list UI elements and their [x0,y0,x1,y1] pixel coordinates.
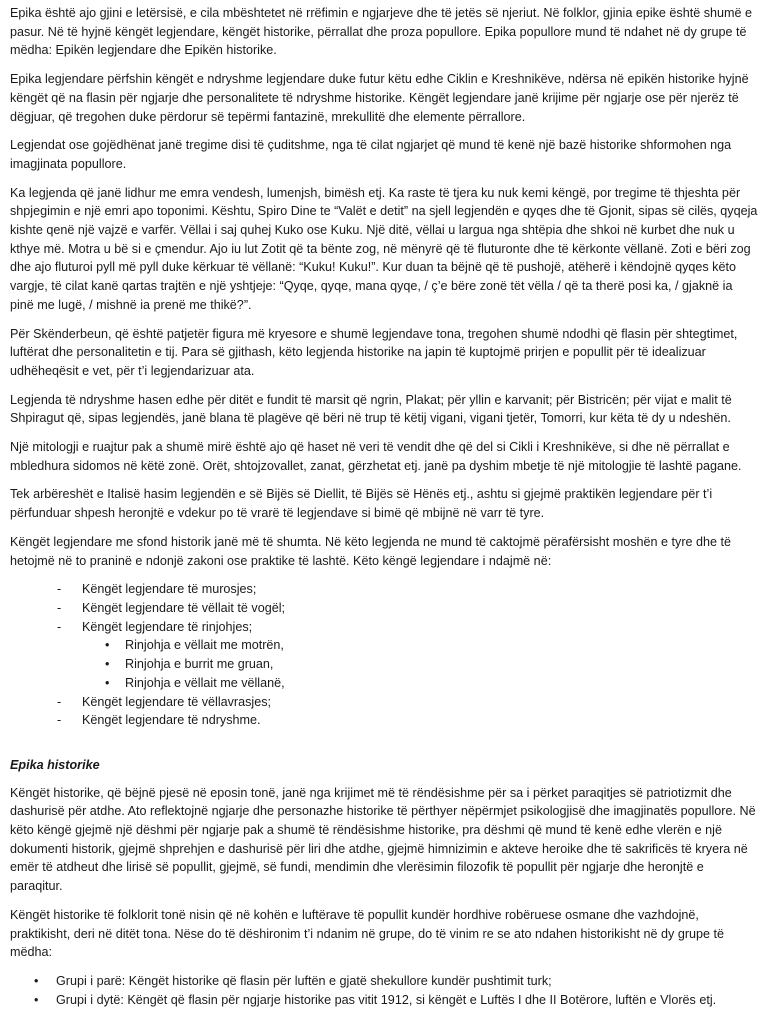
paragraph-legjendat: Legjendat ose gojëdhënat janë tregime disi të çuditshme, nga të cilat ngjarjet që mund të kenë një bazë historike shformohen nga imagjinata popullore. [10,138,732,171]
recognition-sublist [10,636,758,692]
paragraph-qyqja: Ka legjenda që janë lidhur me emra vendesh, lumenjsh, bimësh etj. Ka raste të tjera ku nuk kemi këngë, por tregime të thjeshta për shpjegimin e një emri apo toponimi. Kështu, Spiro Dine te “Valët e detit” na sjell legjendën e qyqes dhe të Gjonit, sipas së cilës, qyqeja kishte qenë një vajzë e varfër. Vëllai i saj quhej Kuko ose Kuku. Një ditë, vëllai u largua nga shtëpia dhe shkoi në kurbet dhe nuk u kthye më. Motra u bë si e çmendur. Ajo iu lut Zotit që ta bënte zog, në mënyrë që të fluturonte dhe të kërkonte vëllanë. Zoti e bëri zog dhe ajo fluturoi pyll më pyll duke kërkuar të vëllanë: “Kuku! Kuku!”. Kur duan ta bëjnë që të pushojë, atëherë i këndojnë qyqes këto vargje, të cilat kanë qartas trajtën e një yshtjeje: “Qyqe, qyqe, mana qyqe, / ç’e bëre zonë tët vëlla / që ta therë posi ka, / gjaknë ia pinë me lugë, / mishnë ia prenë me thikë?”. [10,185,758,312]
paragraph-skenderbeu: Për Skënderbeun, që është patjetër figura më kryesore e shumë legjendave tona, tregohen shumë ndodhi që flasin për shtegtimet, luftërat dhe personalitetin e tij. Para së gjithash, këto legjenda historike na japin të kuptojmë prirjen e popullit për të idealizuar udhëheqësit e vet, për t’i legjendarizuar ata. [10,326,738,378]
groups-list [10,972,758,1009]
list-item: - Këngët legjendare të vëllait të vogël; [10,599,758,618]
paragraph-epika-legjendare: Epika legjendare përfshin këngët e ndryshme legjendare duke futur këtu edhe Ciklin e Kreshnikëve, ndërsa në epikën historike hyjnë këngët që na flasin për ngjarje dhe personalitete të ndryshme historike. Këngët legjendare janë krijime për ngjarje ose për njerëz të dëgjuar, që tregohen duke përdorur së tepërmi fantazinë, mrekullitë dhe elemente përrallore. [10,72,749,124]
paragraph-kenget-legjendare: Këngët legjendare me sfond historik janë më të shumta. Në këto legjenda ne mund të caktojmë përafërsisht moshën e tyre dhe të hetojmë në to praninë e ndonjë zakoni ose praktike të lashtë. Këto këngë legjendare i ndajmë në: [10,534,732,568]
list-item: - Këngët legjendare të vëllavrasjes; [10,693,758,712]
paragraph-arbereshet: Tek arbëreshët e Italisë hasim legjendën e së Bijës së Diellit, të Bijës së Hënës etj., ashtu si gjejmë praktikën legjendare për t’i përfunduar shpesh heronjtë e vdekur po të vrarë të legjendave si bimë që mbijnë në varr të tyre. [10,487,713,521]
legend-songs-list [10,580,758,636]
paragraph-legjenda-ndryshme: Legjenda të ndryshme hasen edhe për ditët e fundit të marsit që ngrin, Plakat; për yllin e karvanit; për Bistricën; për vijat e malit të Shpiragut që, sipas legjendës, janë blana të plagëve që bëri në trup të këtij vigani, vigani tjetër, Tomorri, kur këta të dy u ndeshën. [10,392,732,426]
legend-songs-list-continued [10,693,758,730]
list-item: • Rinjohja e vëllait me motrën, [10,636,758,655]
paragraph-mitologjia: Një mitologji e ruajtur pak a shumë mirë është ajo që haset në veri të vendit dhe që del si Cikli i Kreshnikëve, si dhe në përrallat e mbledhura sidomos në këtë zonë. Orët, shtojzovallet, zanat, gërzhetat etj. janë pa dyshim mbetje të një mitologjie të lashtë pagane. [10,440,742,473]
list-item: • Grupi i dytë: Këngët që flasin për ngjarje historike pas vitit 1912, si këngët e Luftës I dhe II Botërore, luftën e Vlorës etj. [10,991,758,1010]
list-item: - Këngët legjendare të rinjohjes; [10,618,758,637]
list-item: - Këngët legjendare të murosjes; [10,580,758,599]
paragraph-grupet: Këngët historike të folklorit tonë nisin që në kohën e luftërave të popullit kundër hordhive robëruese osmane dhe vazhdojnë, praktikisht, deri në ditët tona. Nëse do të dëshironim t’i ndanim në grupe, do të vinim re se ato ndahen historikisht në dy grupe të mëdha: [10,907,725,960]
list-item: • Grupi i parë: Këngët historike që flasin për luftën e gjatë shekullore kundër pushtimit turk; [10,972,758,991]
list-item: - Këngët legjendare të ndryshme. [10,711,758,730]
list-item: • Rinjohja e vëllait me vëllanë, [10,674,758,693]
list-item: • Rinjohja e burrit me gruan, [10,655,758,674]
paragraph-intro: Epika është ajo gjini e letërsisë, e cila mbështetet në rrëfimin e ngjarjeve dhe të jetës së njeriut. Në folklor, gjinia epike është shumë e pasur. Në të hyjnë këngët legjendare, këngët historike, përrallat dhe proza popullore. Epika popullore mund të ndahet në dy grupe të mëdha: Epikën legjendare dhe Epikën historike. [10,6,753,58]
paragraph-kenget-historike: Këngët historike, që bëjnë pjesë në eposin tonë, janë nga krijimet më të rëndësishme për sa i përket paraqitjes së patriotizmit dhe dashurisë për atdhe. Ato reflektojnë ngjarje dhe personazhe historike të përthyer nëpërmjet psikologjisë dhe imagjinatës popullore. Në këto këngë gjejmë një dëshmi për ngjarje pak a shumë të rëndësishme historike, pra dëshmi që mund të kenë edhe vlerën e një dokumenti historik, gjejmë shprehjen e dashurisë për liri dhe atdhe, gjejmë himnizimin e akteve heroike dhe të sakrificës të kryera në emër të atdheut dhe lirisë së popullit, gjejmë, së fundi, mendimin dhe vlerësimin filozofik të popullit për ngjarje dhe heronjtë e paraqitur. [10,785,756,894]
section-heading: Epika historike [10,757,100,772]
